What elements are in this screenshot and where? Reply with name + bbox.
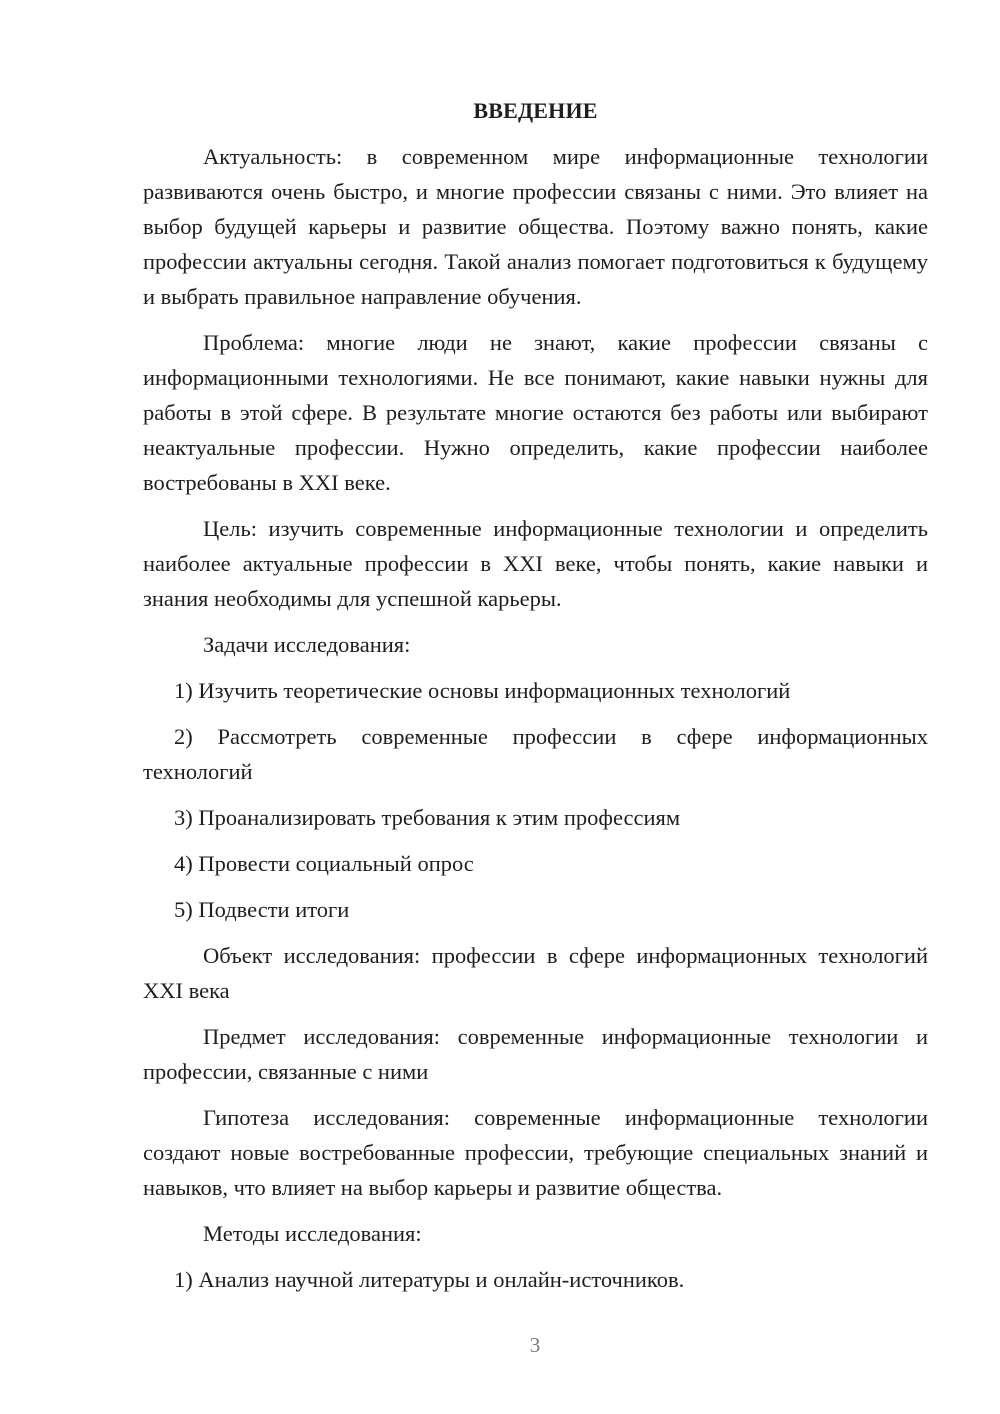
relevance-paragraph: Актуальность: в современном мире информационные технологии развиваются очень быстро, и многие профессии связаны с ними. Это влияет на выбор будущей карьеры и развитие общества. Поэтому важно понять, какие профессии актуальны сегодня. Такой анализ помогает подготовиться к будущему и выбрать правильное направление обучения. bbox=[143, 144, 928, 309]
task-item: 5) Подвести итоги bbox=[174, 897, 350, 922]
method-item: 1) Анализ научной литературы и онлайн-источников. bbox=[174, 1267, 685, 1292]
goal-paragraph: Цель: изучить современные информационные технологии и определить наиболее актуальные профессии в XXI веке, чтобы понять, какие навыки и знания необходимы для успешной карьеры. bbox=[143, 516, 928, 611]
hypothesis-paragraph: Гипотеза исследования: современные информационные технологии создают новые востребованные профессии, требующие специальных знаний и навыков, что влияет на выбор карьеры и развитие общества. bbox=[143, 1105, 928, 1200]
document-body bbox=[143, 93, 928, 1308]
task-item: 1) Изучить теоретические основы информационных технологий bbox=[174, 678, 791, 703]
methods-title: Методы исследования: bbox=[203, 1221, 422, 1246]
subject-paragraph: Предмет исследования: современные информационные технологии и профессии, связанные с ними bbox=[143, 1024, 928, 1084]
object-paragraph: Объект исследования: профессии в сфере информационных технологий XXI века bbox=[143, 943, 928, 1003]
task-item: 4) Провести социальный опрос bbox=[174, 851, 474, 876]
section-heading: ВВЕДЕНИЕ bbox=[473, 98, 598, 123]
page-number: 3 bbox=[529, 1333, 541, 1357]
task-item: 3) Проанализировать требования к этим профессиям bbox=[174, 805, 681, 830]
problem-paragraph: Проблема: многие люди не знают, какие профессии связаны с информационными технологиями. Не все понимают, какие навыки нужны для работы в этой сфере. В результате многие остаются без работы или выбирают неактуальные профессии. Нужно определить, какие профессии наиболее востребованы в XXI веке. bbox=[143, 330, 928, 495]
tasks-title: Задачи исследования: bbox=[203, 632, 411, 657]
task-item: 2) Рассмотреть современные профессии в сфере информационных технологий bbox=[143, 724, 928, 784]
